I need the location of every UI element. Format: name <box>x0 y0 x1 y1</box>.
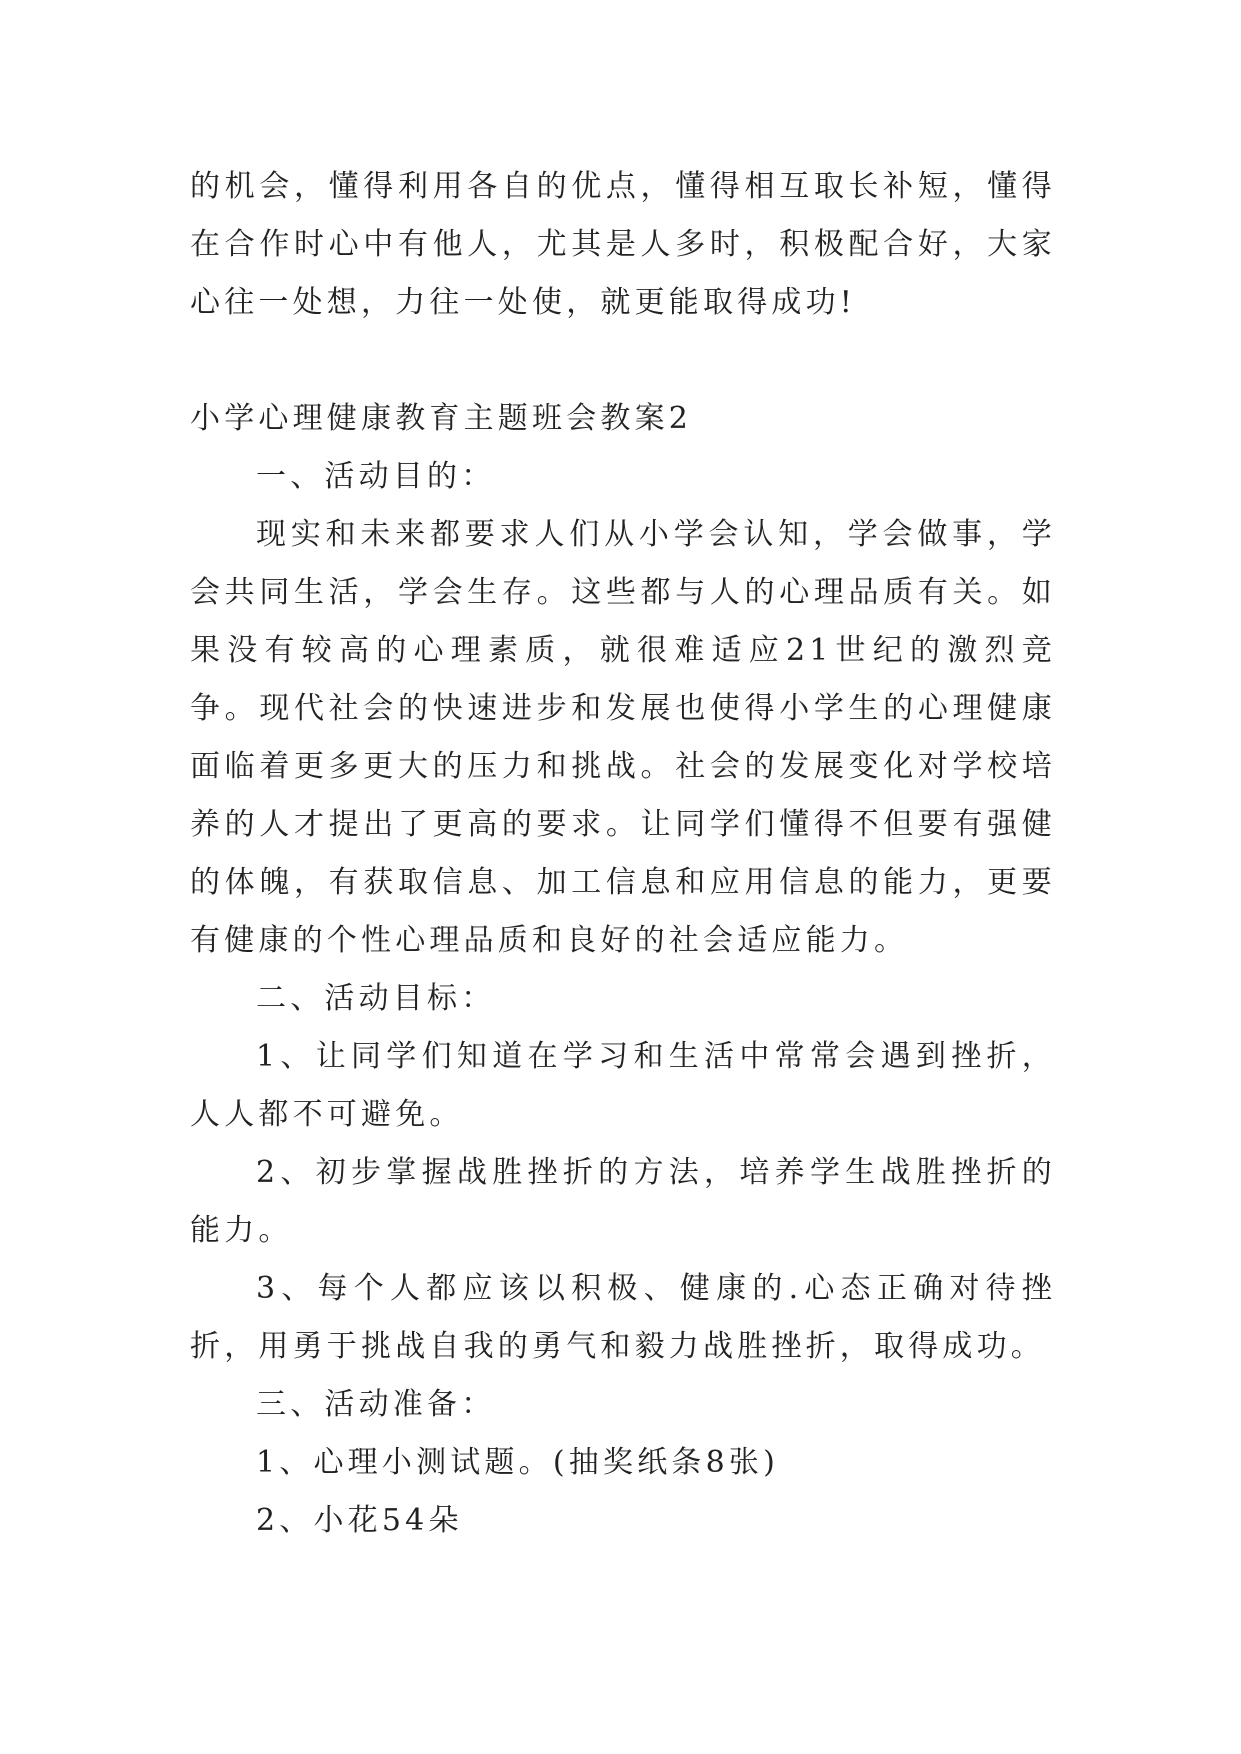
heading-activity-goals: 二、活动目标： <box>256 981 496 1016</box>
intro-paragraph: 的机会，懂得利用各自的优点，懂得相互取长补短，懂得在合作时心中有他人，尤其是人多时，积极配合好，大家心往一处想，力往一处使，就更能取得成功! <box>190 169 1056 320</box>
prep-item-2: 2、小花54朵 <box>256 1503 463 1538</box>
goal-item-2: 2、初步掌握战胜挫折的方法，培养学生战胜挫折的能力。 <box>190 1155 1056 1248</box>
heading-activity-purpose: 一、活动目的： <box>256 459 496 494</box>
section-title: 小学心理健康教育主题班会教案2 <box>190 401 693 436</box>
heading-activity-preparation: 三、活动准备： <box>256 1387 496 1422</box>
prep-item-1: 1、心理小测试题。(抽奖纸条8张) <box>256 1445 779 1480</box>
goal-item-1: 1、让同学们知道在学习和生活中常常会遇到挫折，人人都不可避免。 <box>190 1039 1056 1132</box>
purpose-paragraph: 现实和未来都要求人们从小学会认知，学会做事，学会共同生活，学会生存。这些都与人的心理品质有关。如果没有较高的心理素质，就很难适应21世纪的激烈竞争。现代社会的快速进步和发展也使得小学生的心理健康面临着更多更大的压力和挑战。社会的发展变化对学校培养的人才提出了更高的要求。让同学们懂得不但要有强健的体魄，有获取信息、加工信息和应用信息的能力，更要有健康的个性心理品质和良好的社会适应能力。 <box>190 517 1056 958</box>
document-page <box>190 158 1056 1550</box>
goal-item-3: 3、每个人都应该以积极、健康的.心态正确对待挫折，用勇于挑战自我的勇气和毅力战胜挫折，取得成功。 <box>190 1271 1056 1364</box>
